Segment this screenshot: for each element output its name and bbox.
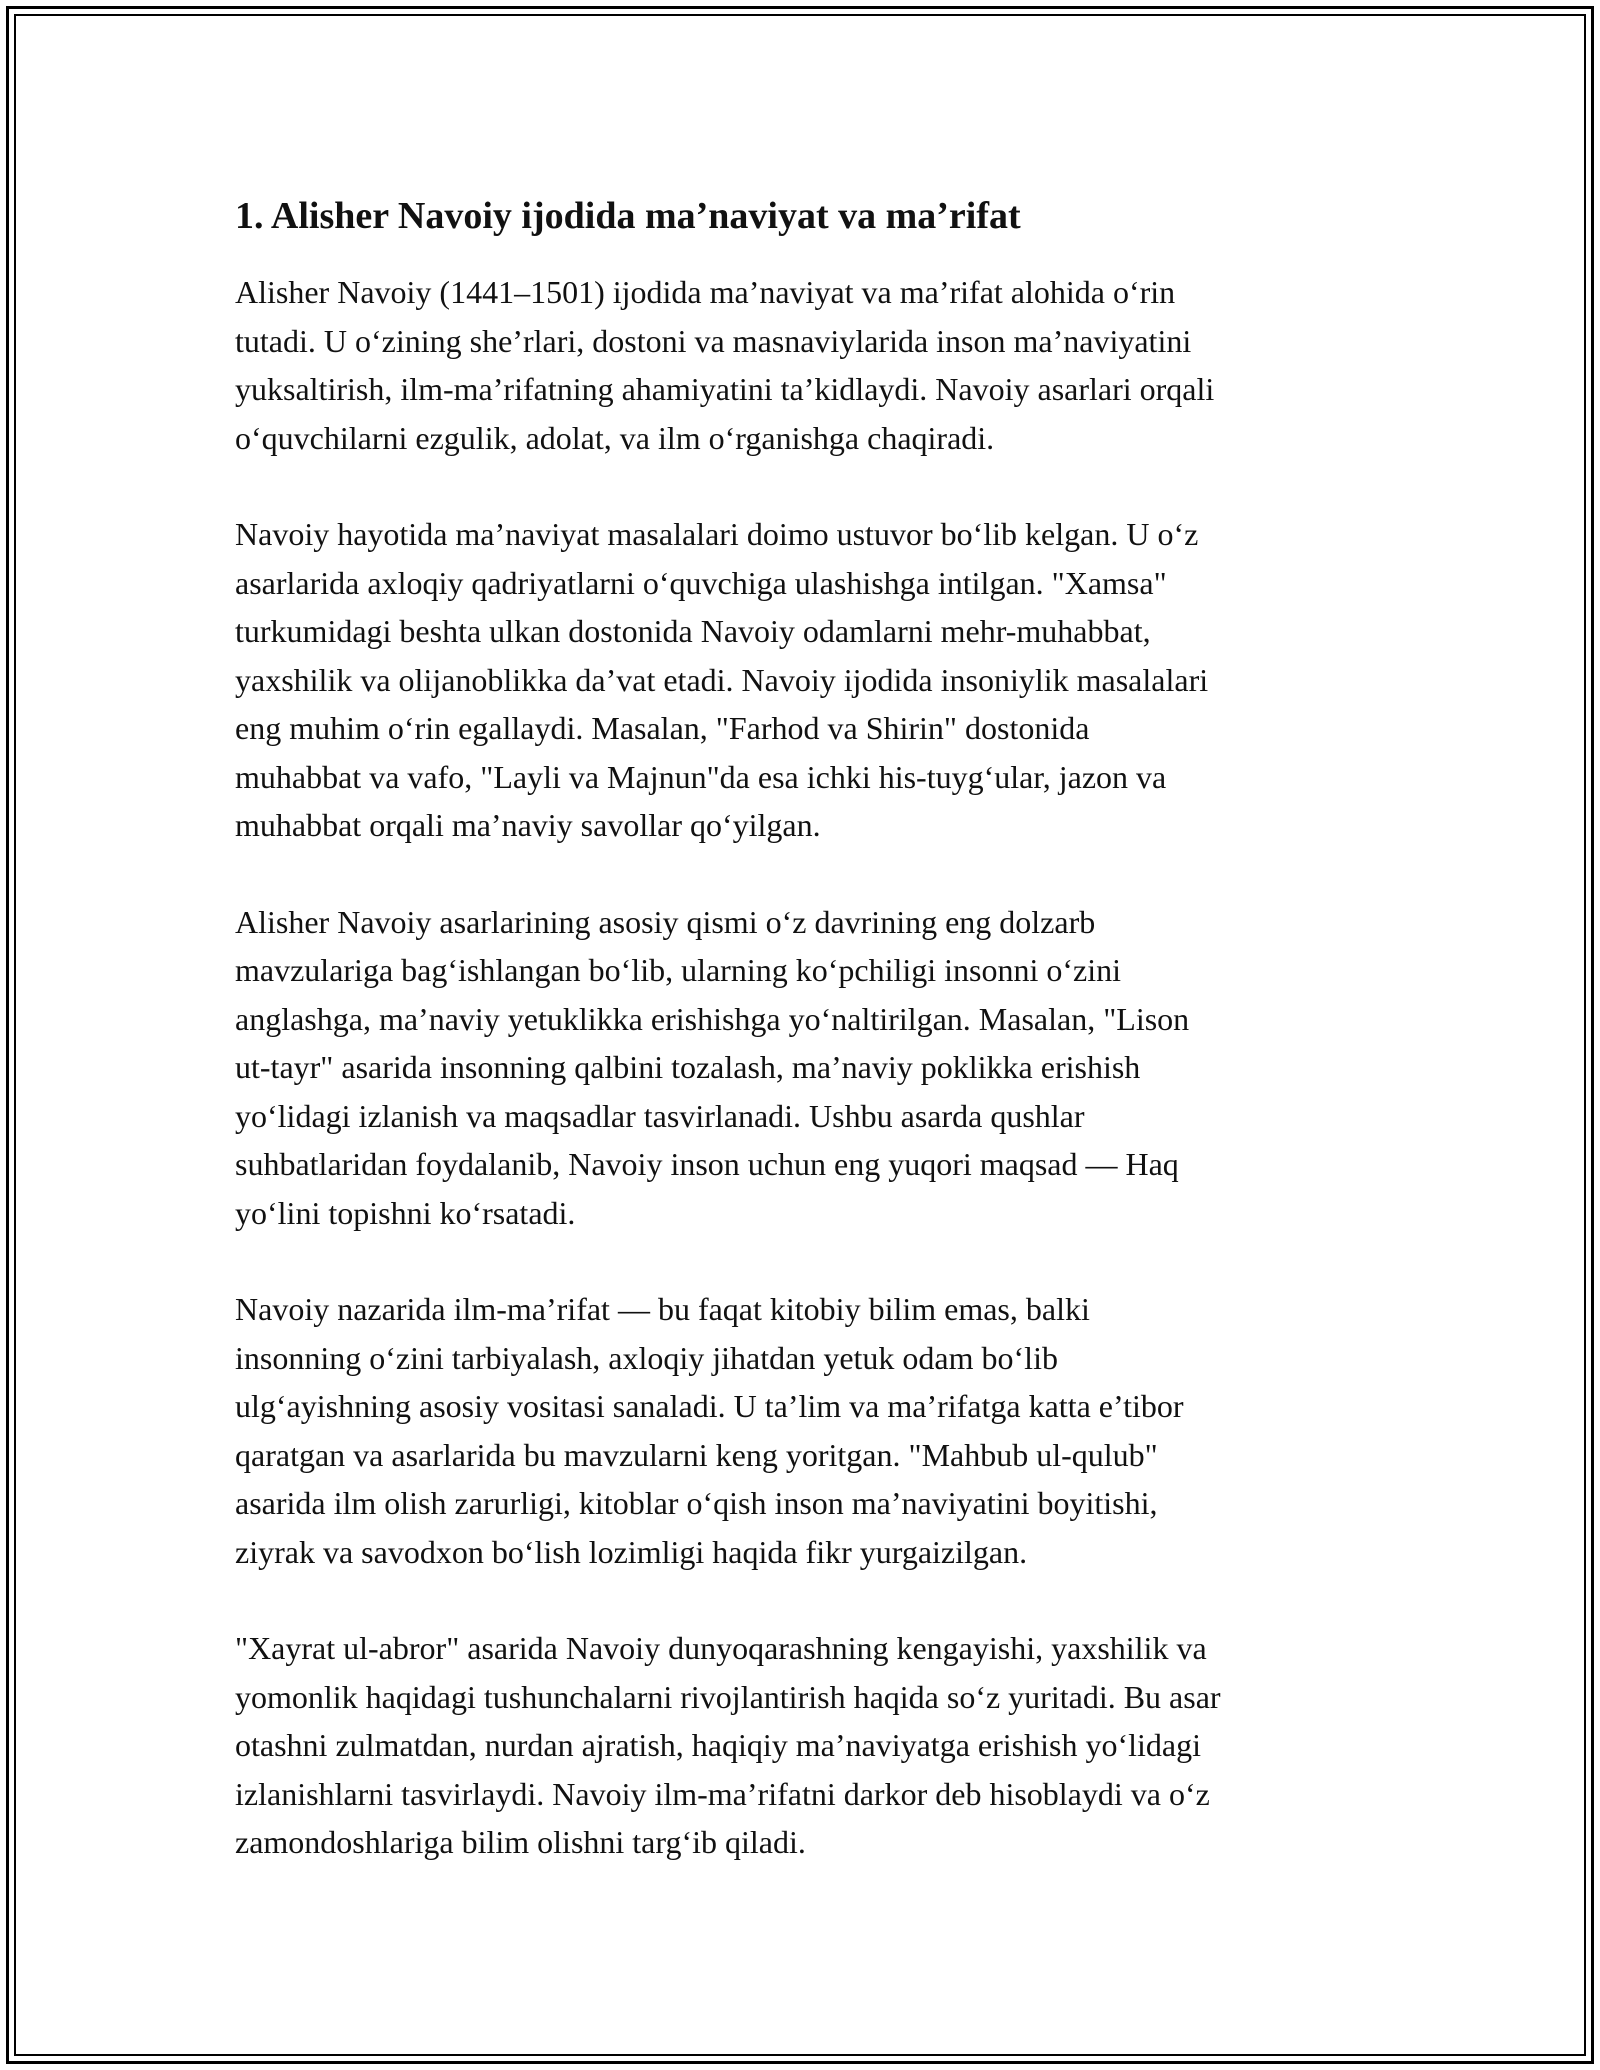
- section-heading: 1. Alisher Navoiy ijodida ma’naviyat va ma’rifat: [235, 195, 1021, 237]
- paragraph-5: "Xayrat ul-abror" asarida Navoiy dunyoqarashning kengayishi, yaxshilik va yomonlik haqidagi tushunchalarni rivojlantirish haqida so‘z yuritadi. Bu asar otashni zulmatdan, nurdan ajratish, haqiqiy ma’naviyatga erishish yo‘lidagi izlanishlarni tasvirlaydi. Navoiy ilm-ma’rifatni darkor deb hisoblaydi va o‘z zamondoshlariga bilim olishni targ‘ib qiladi.: [235, 1630, 1221, 1860]
- document-body: [235, 188, 1365, 1915]
- paragraph-3: Alisher Navoiy asarlarining asosiy qismi o‘z davrining eng dolzarb mavzulariga bag‘ishlangan bo‘lib, ularning ko‘pchiligi insonni o‘zini anglashga, ma’naviy yetuklikka erishishga yo‘naltirilgan. Masalan, "Lison ut-tayr" asarida insonning qalbini tozalash, ma’naviy poklikka erishish yo‘lidagi izlanish va maqsadlar tasvirlanadi. Ushbu asarda qushlar suhbatlaridan foydalanib, Navoiy inson uchun eng yuqori maqsad — Haq yo‘lini topishni ko‘rsatadi.: [235, 903, 1190, 1231]
- paragraph-2: Navoiy hayotida ma’naviyat masalalari doimo ustuvor bo‘lib kelgan. U o‘z asarlarida axloqiy qadriyatlarni o‘quvchiga ulashishga intilgan. "Xamsa" turkumidagi beshta ulkan dostonida Navoiy odamlarni mehr-muhabbat, yaxshilik va olijanoblikka da’vat etadi. Navoiy ijodida insoniylik masalalari eng muhim o‘rin egallaydi. Masalan, "Farhod va Shirin" dostonida muhabbat va vafo, "Layli va Majnun"da esa ichki his-tuyg‘ular, jazon va muhabbat orqali ma’naviy savollar qo‘yilgan.: [235, 516, 1209, 843]
- paragraph-4: Navoiy nazarida ilm-ma’rifat — bu faqat kitobiy bilim emas, balki insonning o‘zini tarbiyalash, axloqiy jihatdan yetuk odam bo‘lib ulg‘ayishning asosiy vositasi sanaladi. U ta’lim va ma’rifatga katta e’tibor qaratgan va asarlarida bu mavzularni keng yoritgan. "Mahbub ul-qulub" asarida ilm olish zarurligi, kitoblar o‘qish inson ma’naviyatini boyitishi, ziyrak va savodxon bo‘lish lozimligi haqida fikr yurgaizilgan.: [235, 1291, 1184, 1570]
- paragraph-1: Alisher Navoiy (1441–1501) ijodida ma’naviyat va ma’rifat alohida o‘rin tutadi. U o‘zining she’rlari, dostoni va masnaviylarida inson ma’naviyatini yuksaltirish, ilm-ma’rifatning ahamiyatini ta’kidlaydi. Navoiy asarlari orqali o‘quvchilarni ezgulik, adolat, va ilm o‘rganishga chaqiradi.: [235, 274, 1215, 456]
